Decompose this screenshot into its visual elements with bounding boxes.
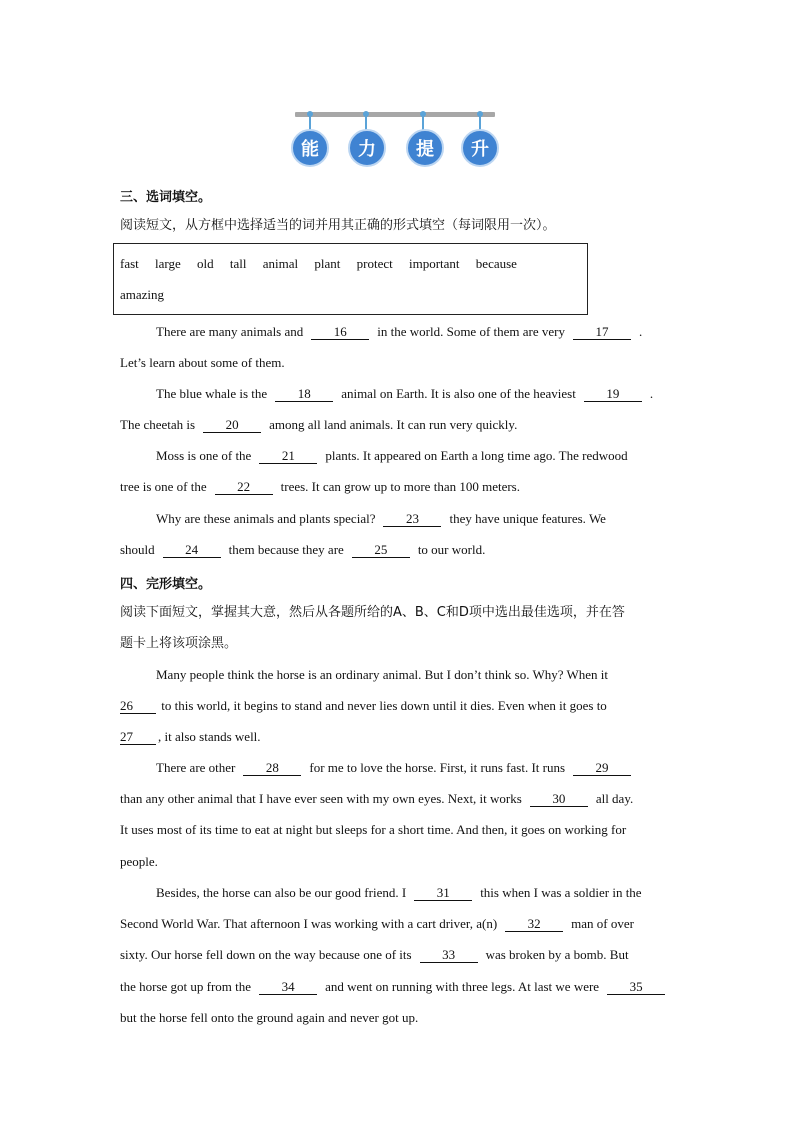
word-bank-item: plant (314, 256, 341, 271)
s4-paragraph-3: Besides, the horse can also be our good friend. I 31 this when I was a soldier in the Second World War. That afternoon I was working with a cart driver, a(n) 32 man of over sixty. Our horse fell down on the way because one of its 33 was broken by a bomb. But the horse got up from the 34 and went on running with three legs. At last we were 35 but the horse fell onto the ground again and never got up. (120, 877, 674, 1033)
banner-bar (295, 112, 495, 117)
section-banner (293, 109, 499, 169)
answer-blank[interactable]: 29 (573, 760, 631, 776)
word-bank-item: old (197, 256, 214, 271)
banner-char-3: 提 (406, 129, 444, 167)
word-bank-item: important (409, 256, 460, 271)
word-bank-item: fast (120, 256, 139, 271)
answer-blank[interactable]: 31 (414, 885, 472, 901)
answer-blank[interactable]: 30 (530, 791, 588, 807)
answer-blank[interactable]: 18 (275, 386, 333, 402)
answer-blank[interactable]: 34 (259, 979, 317, 995)
word-bank-box (113, 243, 588, 315)
s4-paragraph-2: There are other 28 for me to love the horse. First, it runs fast. It runs 29 than any other animal that I have ever seen with my own eyes. Next, it works 30 all day. It uses most of its time to eat at night but sleeps for a short time. And then, it goes on working for people. (120, 760, 634, 869)
word-bank-item: protect (356, 256, 393, 271)
word-bank-item: amazing (120, 287, 165, 302)
s3-paragraph-3: Moss is one of the 21 plants. It appeared on Earth a long time ago. The redwood tree is one of the 22 trees. It can grow up to more than 100 meters. (120, 448, 628, 495)
section-4-instruction-line-1: 阅读下面短文，掌握其大意，然后从各题所给的A、B、C和D项中选出最佳选项，并在答 (120, 605, 625, 620)
word-bank-item: because (475, 256, 517, 271)
answer-blank[interactable]: 35 (607, 979, 665, 995)
answer-blank[interactable]: 25 (352, 542, 410, 558)
section-3-title: 三、选词填空。 (120, 190, 212, 205)
answer-blank[interactable]: 22 (215, 479, 273, 495)
banner-char-2: 力 (348, 129, 386, 167)
answer-blank[interactable]: 26 (120, 698, 156, 714)
word-bank-item: animal (262, 256, 299, 271)
word-bank-row-2 (120, 287, 177, 303)
word-bank-row-1 (120, 256, 530, 272)
s3-paragraph-2: The blue whale is the 18 animal on Earth. It is also one of the heaviest 19 . The cheetah is 20 among all land animals. It can run very quickly. (120, 386, 654, 433)
section-4-title: 四、完形填空。 (120, 577, 212, 592)
s3-paragraph-4: Why are these animals and plants special? 23 they have unique features. We should 24 them because they are 25 to our world. (120, 511, 606, 558)
answer-blank[interactable]: 20 (203, 417, 261, 433)
s4-paragraph-1: Many people think the horse is an ordinary animal. But I don’t think so. Why? When it 26 to this world, it begins to stand and never lies down until it dies. Even when it goes to 27 , it also stands well. (120, 667, 609, 745)
word-bank-item: tall (229, 256, 247, 271)
s3-paragraph-1: There are many animals and 16 in the world. Some of them are very 17 . Let’s learn about some of them. (120, 324, 643, 371)
answer-blank[interactable]: 23 (383, 511, 441, 527)
answer-blank[interactable]: 19 (584, 386, 642, 402)
answer-blank[interactable]: 33 (420, 947, 478, 963)
section-4-instruction-line-2: 题卡上将该项涂黑。 (120, 636, 238, 651)
answer-blank[interactable]: 27 (120, 729, 156, 745)
banner-char-4: 升 (461, 129, 499, 167)
answer-blank[interactable]: 16 (311, 324, 369, 340)
answer-blank[interactable]: 21 (259, 448, 317, 464)
answer-blank[interactable]: 17 (573, 324, 631, 340)
answer-blank[interactable]: 32 (505, 916, 563, 932)
banner-char-1: 能 (291, 129, 329, 167)
answer-blank[interactable]: 24 (163, 542, 221, 558)
answer-blank[interactable]: 28 (243, 760, 301, 776)
section-3-instruction: 阅读短文，从方框中选择适当的词并用其正确的形式填空（每词限用一次）。 (120, 218, 556, 233)
word-bank-item: large (155, 256, 181, 271)
